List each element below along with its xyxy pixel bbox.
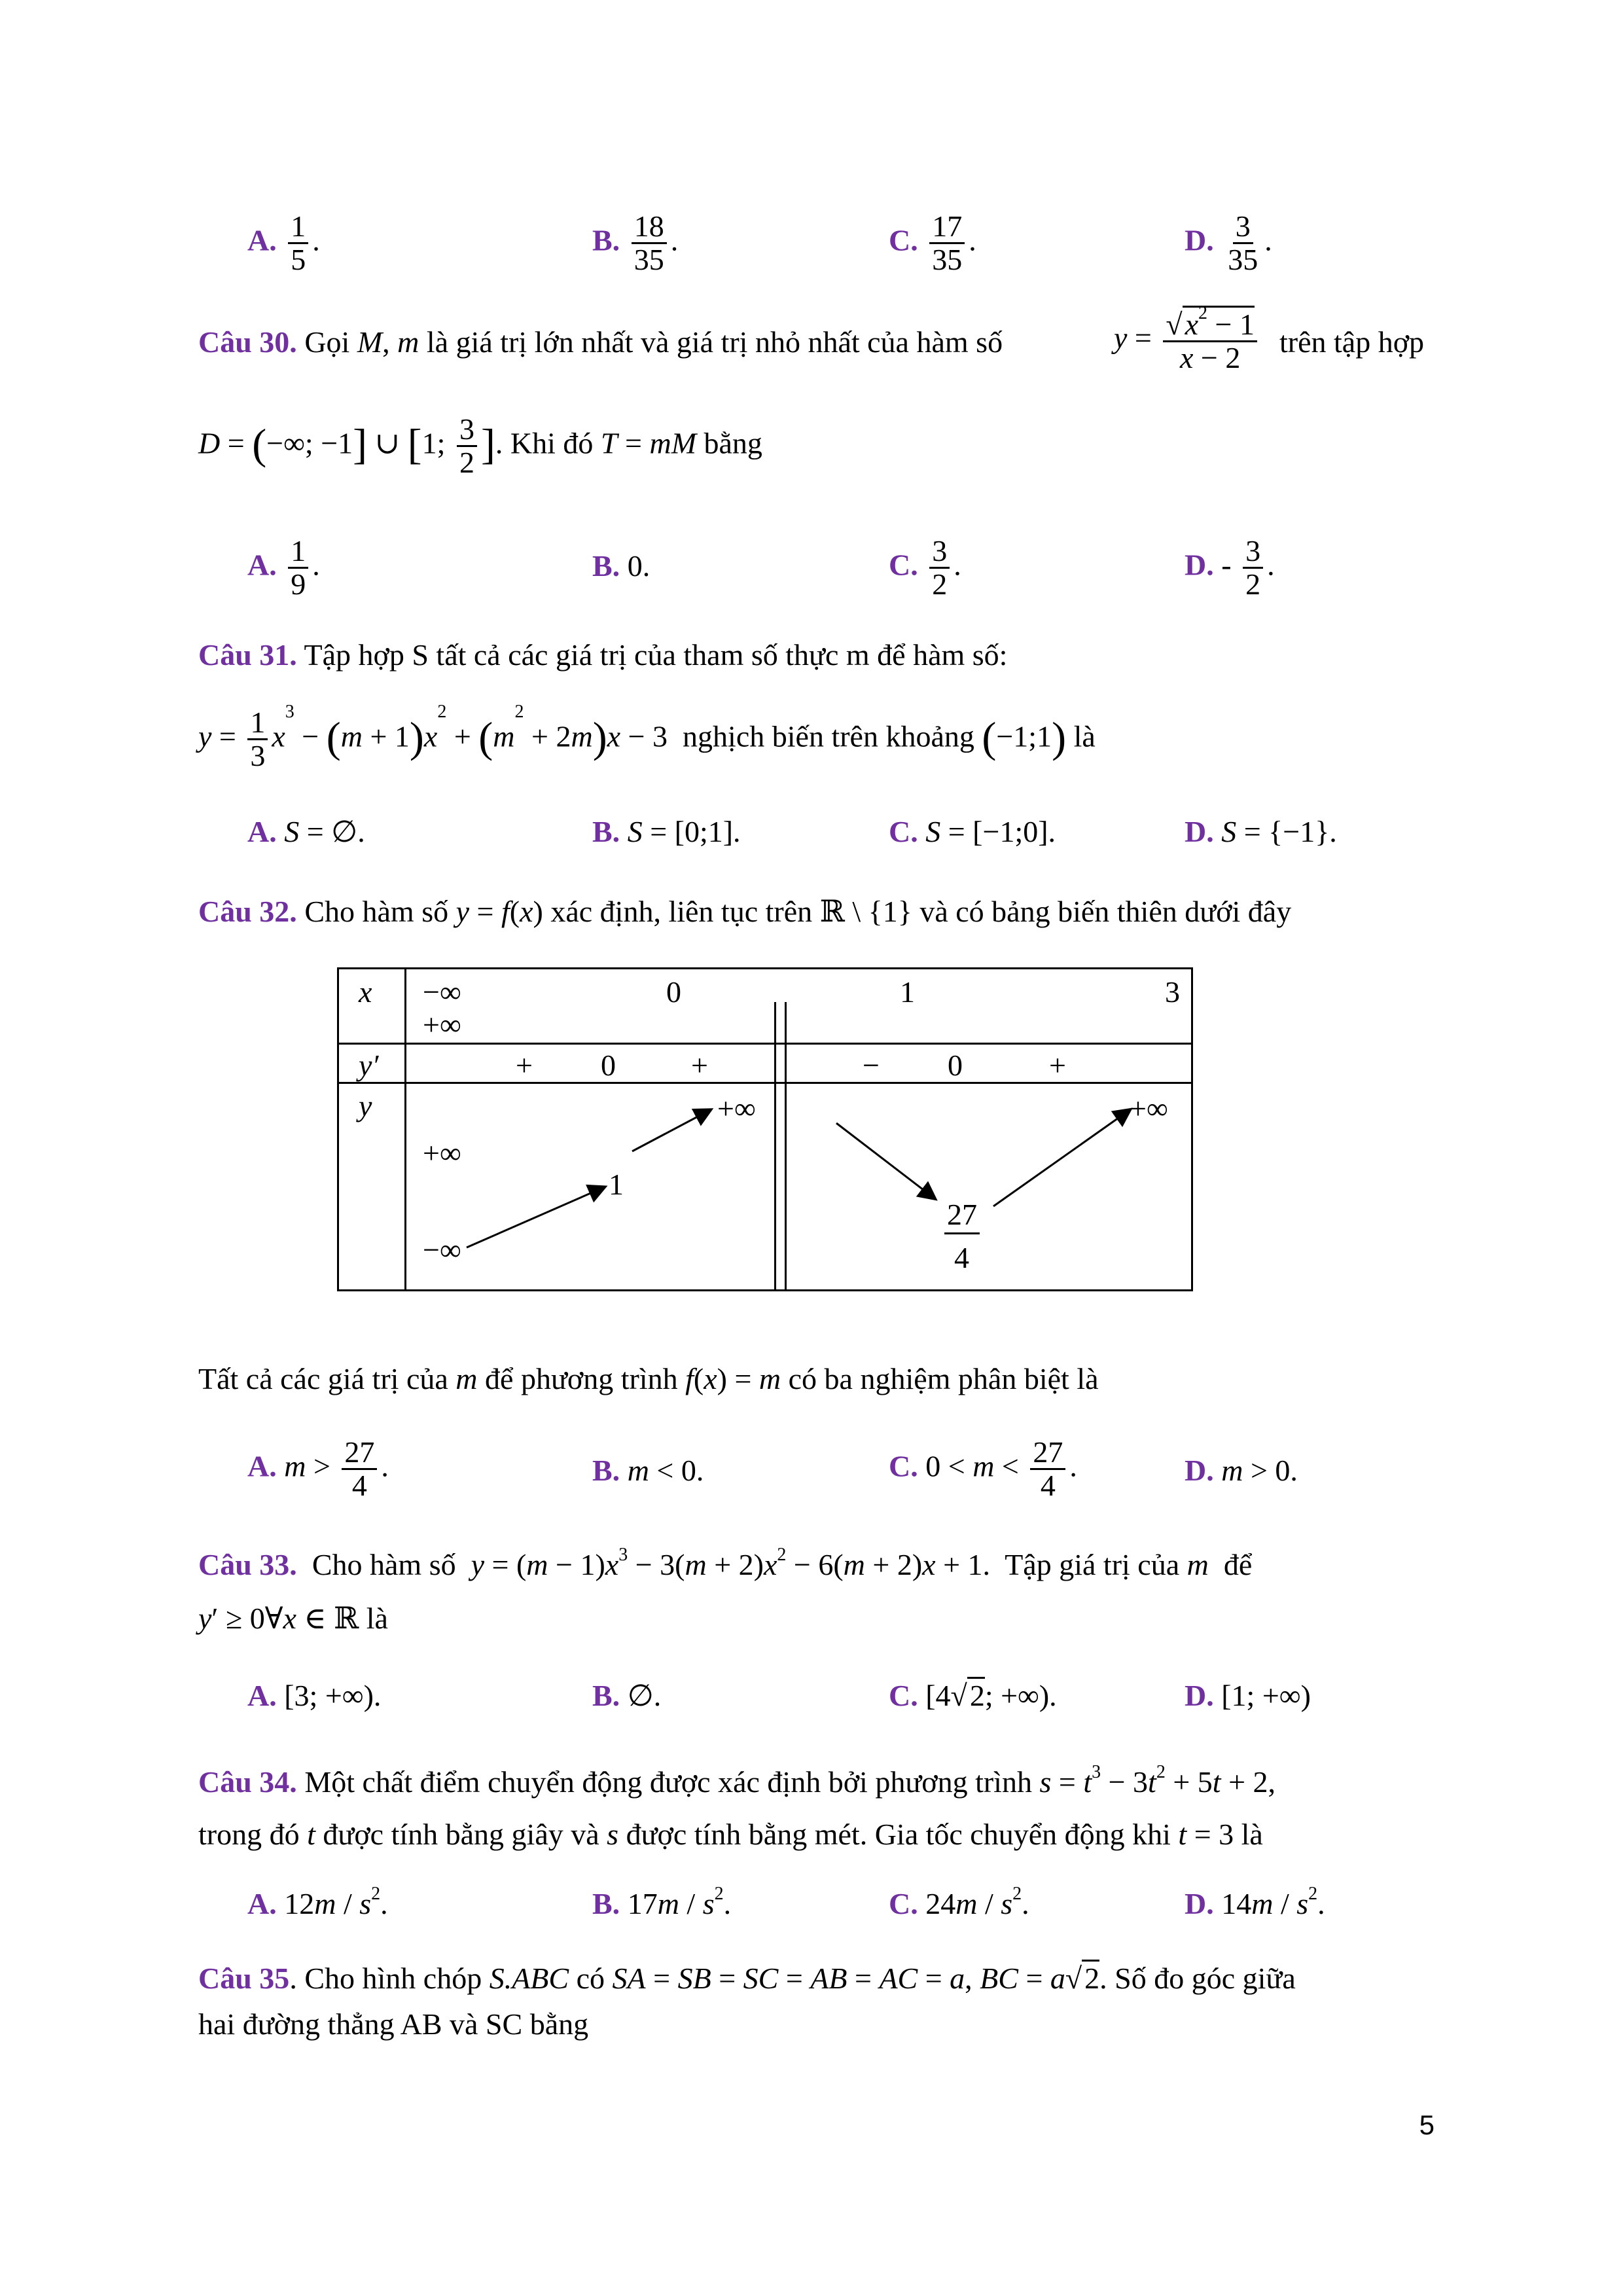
- x-value: 1: [900, 975, 915, 1009]
- option-label: B.: [592, 223, 620, 257]
- option-label: C.: [889, 223, 918, 257]
- q34-option-a: A. $12m / s^2$.: [247, 1884, 388, 1920]
- arrow-increase: [993, 1110, 1130, 1206]
- x-value: +∞: [423, 1008, 461, 1041]
- q35-line2: hai đường thẳng AB và SC bằng: [198, 2007, 589, 2041]
- y-value: 27: [944, 1200, 980, 1234]
- x-value: −∞: [423, 975, 461, 1009]
- y-value: 1: [609, 1168, 624, 1201]
- question-label: Câu 31.: [198, 638, 297, 672]
- y-value: +∞: [717, 1092, 756, 1125]
- q31-option-d: D. S = {−1}.: [1185, 815, 1337, 848]
- y-prime-sign: 0: [601, 1049, 616, 1082]
- q34-line2: trong đó t được tính bằng giây và s được tính bằng mét. Gia tốc chuyển động khi t = 3 là: [198, 1818, 1263, 1851]
- y-prime-sign: +: [1049, 1049, 1066, 1082]
- q34-line1: Câu 34. Một chất điểm chuyển động được xác định bởi phương trình $s = t^3 - 3t^2 + 5t + 2$,: [198, 1762, 1276, 1799]
- q32-line2: Tất cả các giá trị của m để phương trình f(x) = m có ba nghiệm phân biệt là: [198, 1362, 1099, 1395]
- y-value: 4: [954, 1241, 969, 1274]
- q33-option-c: C. [4√2; +∞).: [889, 1681, 1057, 1711]
- q30-option-c: C. $\frac{3}{2}$ .: [889, 534, 961, 601]
- q32-option-c: C. 0 < m < $\frac{27}{4}$ .: [889, 1435, 1077, 1503]
- q30-function: y = $\frac{√x^2 - 1}{x - 2}$: [1114, 308, 1261, 374]
- question-label: Câu 35: [198, 1962, 290, 1995]
- fraction: $\frac{1}{5}$: [288, 211, 308, 276]
- question-label: Câu 33.: [198, 1548, 297, 1581]
- q31-function: y = $\frac{1}{3}$ $x^3 - (m + 1)x^2 + (m^2 + 2m)x - 3$ nghịch biến trên khoảng (−1;1) là: [198, 702, 1096, 773]
- q33-line2: y′ ≥ 0∀x ∈ ℝ là: [198, 1602, 388, 1635]
- q31-option-a: A. S = ∅.: [247, 815, 365, 848]
- q33-option-d: D. [1; +∞): [1185, 1679, 1311, 1712]
- variation-table: x y′ y −∞ 0 1 3 +∞ + 0 + − 0 + +∞ +∞ 1 −∞ +∞ 27 4: [337, 967, 1193, 1291]
- q31-option-c: C. S = [−1;0].: [889, 815, 1056, 848]
- x-value: 3: [1165, 975, 1180, 1009]
- q34-option-b: B. $17m / s^2$.: [592, 1884, 732, 1920]
- variation-arrows: [339, 969, 1191, 1289]
- y-value: +∞: [1130, 1092, 1168, 1125]
- q30-line1: Câu 30. Gọi M, m là giá trị lớn nhất và giá trị nhỏ nhất của hàm số: [198, 325, 1003, 359]
- q30-option-b: B. 0.: [592, 549, 651, 583]
- question-label: Câu 34.: [198, 1765, 297, 1799]
- q30-option-d: D. - $\frac{3}{2}$ .: [1185, 534, 1275, 601]
- q31-line1: Câu 31. Tập hợp S tất cả các giá trị của tham số thực m để hàm số:: [198, 638, 1008, 672]
- q30-line2: D = (−∞; −1] ∪ [1; $\frac{3}{2}$ ]. Khi đó T = mM bằng: [198, 412, 762, 480]
- y-prime-sign: −: [863, 1049, 880, 1082]
- q32-option-a: A. m > $\frac{27}{4}$ .: [247, 1435, 389, 1503]
- arrow-increase: [467, 1187, 604, 1247]
- q32-option-b: B. m < 0.: [592, 1454, 704, 1487]
- q30-line1-tail: trên tập hợp: [1279, 325, 1425, 359]
- q29-option-b: B. $\frac{18}{35}$ .: [592, 209, 679, 277]
- fraction: $\frac{18}{35}$: [632, 211, 667, 276]
- arrow-increase: [632, 1110, 710, 1151]
- q34-option-d: D. $14m / s^2$.: [1185, 1884, 1325, 1920]
- q32-option-d: D. m > 0.: [1185, 1454, 1298, 1487]
- option-label: D.: [1185, 223, 1214, 257]
- y-value: +∞: [423, 1136, 461, 1170]
- question-label: Câu 30.: [198, 325, 297, 359]
- arrow-decrease: [836, 1123, 935, 1198]
- q33-option-b: B. ∅.: [592, 1679, 662, 1712]
- q33-option-a: A. [3; +∞).: [247, 1679, 382, 1712]
- q33-line1: Câu 33. Cho hàm số $y = (m - 1)x^3 - 3(m + 2)x^2 - 6(m + 2)x + 1$. Tập giá trị của m để: [198, 1545, 1253, 1581]
- question-label: Câu 32.: [198, 895, 297, 928]
- y-prime-sign: 0: [948, 1049, 963, 1082]
- y-prime-sign: +: [691, 1049, 708, 1082]
- y-value: −∞: [423, 1233, 461, 1266]
- q35-line1: Câu 35. Cho hình chóp S.ABC có SA = SB = SC = AB = AC = a, BC = a√2. Số đo góc giữa: [198, 1964, 1296, 1994]
- q29-option-d: D. $\frac{3}{35}$ .: [1185, 209, 1272, 277]
- y-prime-sign: +: [516, 1049, 533, 1082]
- option-label: A.: [247, 223, 277, 257]
- q29-option-c: C. $\frac{17}{35}$ .: [889, 209, 976, 277]
- fraction: $\frac{17}{35}$: [929, 211, 965, 276]
- x-value: 0: [666, 975, 681, 1009]
- q29-option-a: A. $\frac{1}{5}$ .: [247, 209, 320, 277]
- q30-option-a: A. $\frac{1}{9}$ .: [247, 534, 320, 601]
- page-number: 5: [1419, 2109, 1435, 2140]
- fraction: $\frac{3}{35}$: [1228, 209, 1258, 277]
- q31-option-b: B. S = [0;1].: [592, 815, 741, 848]
- q34-option-c: C. $24m / s^2$.: [889, 1884, 1029, 1920]
- q32-line1: Câu 32. Cho hàm số y = f(x) xác định, liên tục trên ℝ \ {1} và có bảng biến thiên dưới đây: [198, 895, 1292, 928]
